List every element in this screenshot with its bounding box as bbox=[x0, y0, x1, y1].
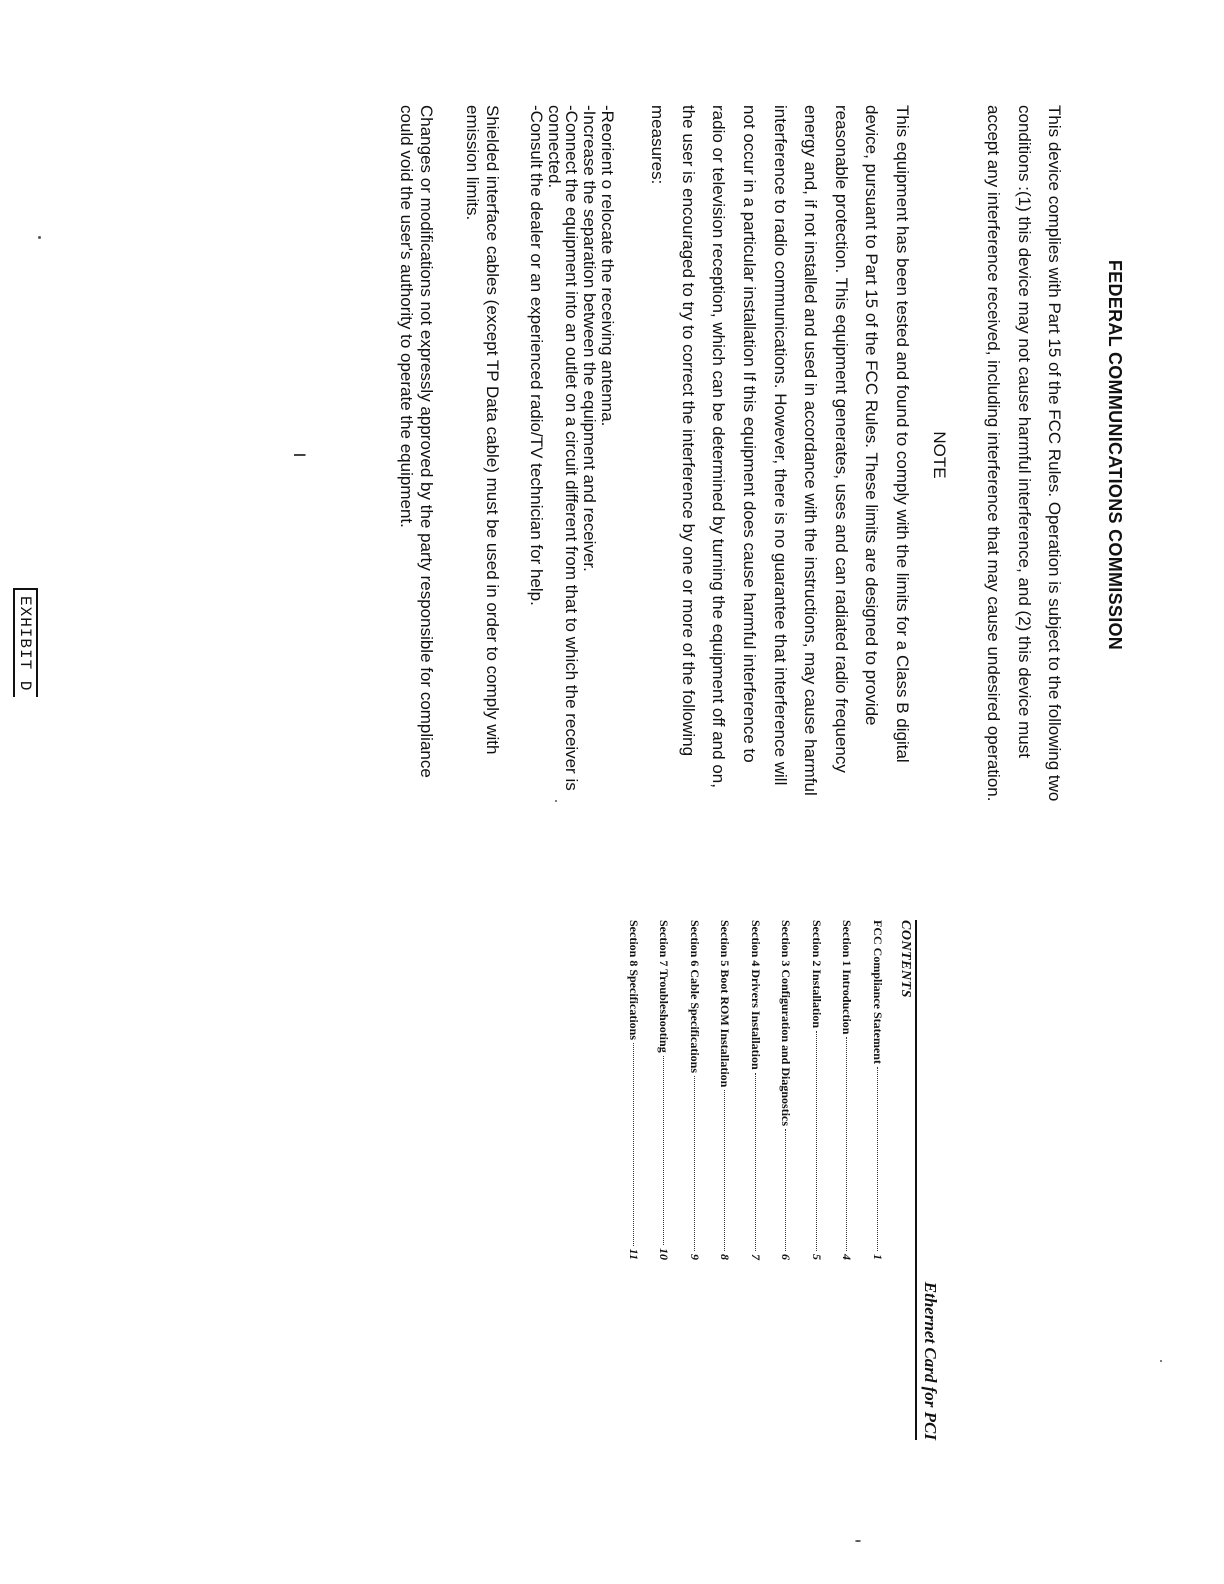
toc-page: 9 bbox=[688, 1254, 702, 1260]
toc-page: 7 bbox=[749, 1254, 763, 1260]
toc-page: 4 bbox=[840, 1254, 855, 1260]
fcc-title: FEDERAL COMMUNICATIONS COMMISSION bbox=[1105, 259, 1125, 651]
toc-page: 6 bbox=[779, 1254, 794, 1260]
toc-entry bbox=[611, 920, 642, 1260]
toc-page: 1 bbox=[871, 1254, 885, 1260]
toc-label: Section 1 Introduction bbox=[840, 920, 855, 1035]
toc-label: Section 5 Boot ROM Installation bbox=[718, 920, 733, 1088]
toc-label: Section 2 Installation bbox=[810, 920, 824, 1029]
fcc-intro-paragraph: This device complies with Part 15 of the FCC Rules. Operation is subject to the following two conditions :(1) this device may not cause harmful interference, and (2) this device must accept any interference received, including interference that may cause undesired operation. bbox=[984, 105, 1065, 802]
scan-speck bbox=[555, 800, 557, 802]
toc-page: 8 bbox=[718, 1254, 733, 1260]
toc-leader bbox=[755, 1073, 756, 1251]
toc-label: FCC Compliance Statement bbox=[871, 920, 885, 1064]
toc-entry bbox=[824, 920, 855, 1260]
measure-item: -Consult the dealer or an experienced radio/TV technician for help. bbox=[526, 105, 546, 606]
toc-label: Section 3 Configuration and Diagnostics bbox=[779, 920, 794, 1127]
toc-page: 5 bbox=[810, 1254, 824, 1260]
manual-title: Ethernet Card for PCI bbox=[915, 920, 940, 1440]
exhibit-stamp: EXHIBIT D bbox=[13, 588, 38, 697]
toc-page: 11 bbox=[627, 1248, 641, 1260]
toc-entry bbox=[733, 920, 764, 1260]
toc-leader bbox=[725, 1090, 726, 1251]
toc-leader bbox=[694, 1076, 695, 1251]
toc-leader bbox=[816, 1031, 817, 1251]
measure-item: -Connect the equipment into an outlet on a circuit different from that to which the receiver is connected. bbox=[544, 105, 581, 791]
toc-leader bbox=[847, 1037, 848, 1251]
shielded-cables-paragraph: Shielded interface cables (except TP Data cable) must be used in order to comply with emission limits. bbox=[462, 105, 502, 755]
toc-leader bbox=[664, 1056, 665, 1245]
toc-entry bbox=[794, 920, 825, 1260]
measure-item: -Reorient o relocate the receiving antenna. bbox=[597, 105, 617, 427]
contents-section bbox=[611, 920, 941, 1440]
scan-speck bbox=[38, 236, 41, 239]
toc-leader bbox=[633, 1043, 634, 1246]
toc-label: Section 4 Drivers Installation bbox=[749, 920, 763, 1070]
measures-list bbox=[528, 105, 616, 805]
toc-entry bbox=[855, 920, 886, 1260]
page-number: I bbox=[289, 452, 309, 458]
toc-page: 10 bbox=[657, 1248, 672, 1260]
contents-heading: CONTENTS bbox=[898, 920, 913, 998]
toc-label: Section 6 Cable Specifications bbox=[688, 920, 702, 1073]
changes-paragraph: Changes or modifications not expressly approved by the party responsible for compliance could void the user's authority to operate the equipment. bbox=[396, 105, 436, 778]
scan-speck bbox=[1160, 1360, 1162, 1362]
toc-leader bbox=[786, 1129, 787, 1251]
toc-label: Section 7 Troubleshooting bbox=[657, 920, 672, 1053]
fcc-statement bbox=[283, 105, 1130, 805]
toc-entry bbox=[641, 920, 672, 1260]
toc-entry bbox=[672, 920, 703, 1260]
note-heading: NOTE bbox=[929, 431, 949, 479]
measure-item: -Increase the separation between the equipment and receiver. bbox=[579, 105, 599, 572]
toc-list bbox=[611, 920, 886, 1440]
note-paragraph: This equipment has been tested and found to comply with the limits for a Class B digital device, pursuant to Part 15 of the FCC Rules. These limits are designed to provide reasonable protection. This equipment generates, uses and can radiated radio frequency energy and, if not installed and used in accordance with the instructions, may cause harmful interference to radio communications. However, there is no guarantee that interference will not occur in a particular installation If this equipment does cause harmful interference to radio or television reception, which can be determined by turning the equipment off and on, the user is encouraged to try to correct the interference by one or more of the following measures: bbox=[648, 105, 913, 796]
toc-entry bbox=[763, 920, 794, 1260]
toc-entry bbox=[702, 920, 733, 1260]
toc-label: Section 8 Specifications bbox=[627, 920, 641, 1040]
toc-leader bbox=[877, 1067, 878, 1251]
scan-speck bbox=[855, 1540, 861, 1542]
